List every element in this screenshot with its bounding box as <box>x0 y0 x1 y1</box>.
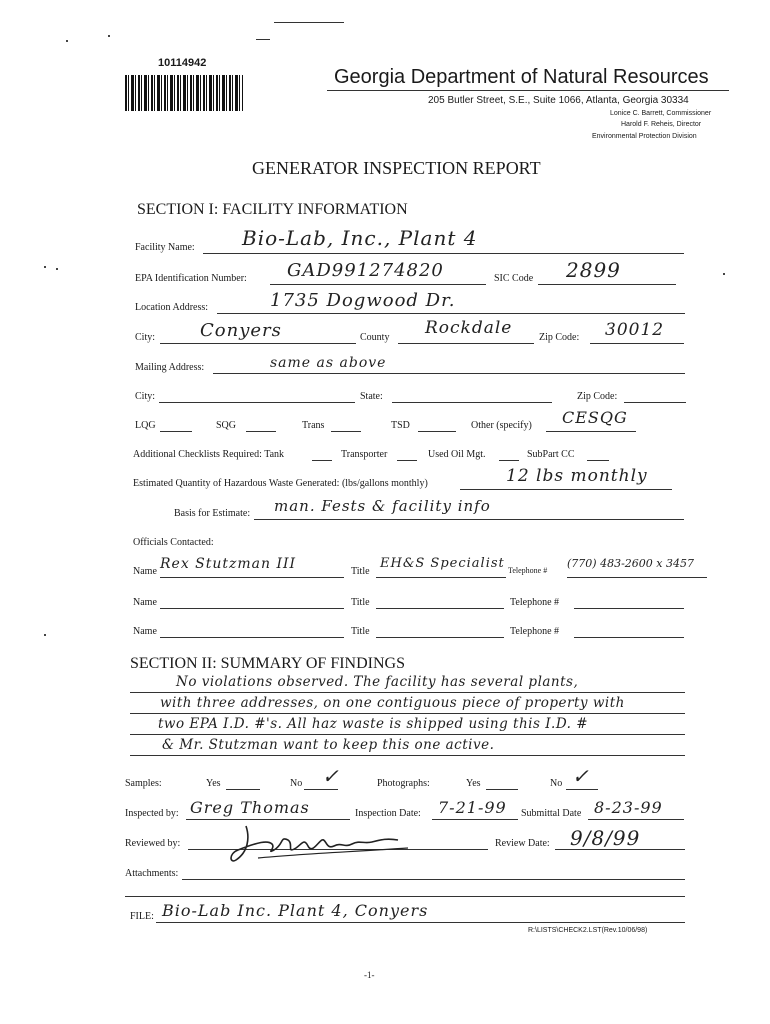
city-2-line <box>159 402 355 403</box>
findings-line-1 <box>130 692 685 693</box>
file-label: FILE: <box>130 911 154 922</box>
inspector-value: Greg Thomas <box>190 798 310 817</box>
inspection-date-line <box>432 819 518 820</box>
basis-value: man. Fests & facility info <box>274 497 491 515</box>
basis-label: Basis for Estimate: <box>174 508 251 519</box>
scan-speck <box>723 273 725 275</box>
official-3-phone-label: Telephone # <box>510 626 560 637</box>
photographs-label: Photographs: <box>377 778 430 789</box>
zip-code-value: 30012 <box>605 320 665 340</box>
official-1-title-line <box>376 577 506 578</box>
other-label: Other (specify) <box>471 420 532 431</box>
top-scan-mark <box>274 22 344 23</box>
sic-code-label: SIC Code <box>494 273 534 284</box>
samples-no-check: ✓ <box>322 764 340 788</box>
official-1-title-label: Title <box>351 566 370 577</box>
used-oil-label: Used Oil Mgt. <box>428 449 486 460</box>
official-1-name-label: Name <box>133 566 157 577</box>
official-3-name-label: Name <box>133 626 157 637</box>
subpart-cc-label: SubPart CC <box>527 449 575 460</box>
samples-yes-line <box>226 789 260 790</box>
trans-label: Trans <box>302 420 325 431</box>
file-value: Bio-Lab Inc. Plant 4, Conyers <box>162 901 429 920</box>
sqg-label: SQG <box>216 420 237 431</box>
inspected-by-label: Inspected by: <box>125 808 179 819</box>
official-2-title-line <box>376 608 504 609</box>
findings-text-3: two EPA I.D. #'s. All haz waste is shipped using this I.D. # <box>158 716 589 732</box>
official-3-name-line <box>160 637 344 638</box>
submittal-date-line <box>588 819 684 820</box>
quantity-label: Estimated Quantity of Hazardous Waste Generated: (lbs/gallons monthly) <box>133 478 428 489</box>
epa-id-line <box>270 284 486 285</box>
scan-speck <box>66 40 68 42</box>
scan-speck <box>56 268 58 270</box>
official-1-name-value: Rex Stutzman III <box>160 556 297 572</box>
facility-name-line <box>203 253 684 254</box>
findings-line-2 <box>130 713 685 714</box>
county-value: Rockdale <box>425 318 513 338</box>
report-title: GENERATOR INSPECTION REPORT <box>252 158 541 178</box>
state-line <box>392 402 552 403</box>
photographs-yes-line <box>486 789 518 790</box>
barcode <box>125 75 243 111</box>
photographs-no-line <box>566 789 598 790</box>
transporter-label: Transporter <box>341 449 388 460</box>
city-line <box>160 343 356 344</box>
scan-speck <box>44 266 46 268</box>
photographs-yes-label: Yes <box>466 778 481 789</box>
facility-name-label: Facility Name: <box>135 242 195 253</box>
scan-speck <box>44 634 46 636</box>
commissioner-line: Lonice C. Barrett, Commissioner <box>610 110 712 117</box>
samples-label: Samples: <box>125 778 162 789</box>
official-1-title-value: EH&S Specialist <box>380 556 505 571</box>
findings-text-2: with three addresses, on one contiguous piece of property with <box>160 695 625 711</box>
file-line <box>156 922 685 923</box>
quantity-value: 12 lbs monthly <box>506 466 648 486</box>
epa-id-value: GAD991274820 <box>287 260 444 281</box>
lqg-line <box>160 431 192 432</box>
official-1-phone-value: (770) 483-2600 x 3457 <box>567 557 694 570</box>
other-value: CESQG <box>562 408 628 427</box>
sic-code-line <box>538 284 676 285</box>
findings-text-4: & Mr. Stutzman want to keep this one active. <box>162 737 495 753</box>
section-1-heading: SECTION I: FACILITY INFORMATION <box>137 201 408 218</box>
used-oil-line <box>499 460 519 461</box>
official-1-phone-line <box>567 577 707 578</box>
photographs-no-label: No <box>550 778 563 789</box>
submittal-date-label: Submittal Date <box>521 808 582 819</box>
top-scan-mark <box>256 39 270 40</box>
zip-code-2-label: Zip Code: <box>577 391 618 402</box>
state-label: State: <box>360 391 383 402</box>
mailing-address-label: Mailing Address: <box>135 362 205 373</box>
form-code: R:\LISTS\CHECK2.LST(Rev.10/06/98) <box>528 927 648 934</box>
official-3-title-label: Title <box>351 626 370 637</box>
county-line <box>398 343 534 344</box>
attachments-line <box>182 879 685 880</box>
facility-name-value: Bio-Lab, Inc., Plant 4 <box>242 226 478 250</box>
location-address-value: 1735 Dogwood Dr. <box>270 290 456 311</box>
quantity-line <box>460 489 672 490</box>
tsd-label: TSD <box>391 420 410 431</box>
city-2-label: City: <box>135 391 156 402</box>
subpart-cc-line <box>587 460 609 461</box>
samples-no-label: No <box>290 778 303 789</box>
photographs-no-check: ✓ <box>572 764 590 788</box>
findings-line-4 <box>130 755 685 756</box>
lqg-label: LQG <box>135 420 156 431</box>
section-2-heading: SECTION II: SUMMARY OF FINDINGS <box>130 655 405 672</box>
samples-no-line <box>304 789 338 790</box>
review-date-label: Review Date: <box>495 838 550 849</box>
trans-line <box>331 431 361 432</box>
zip-code-label: Zip Code: <box>539 332 580 343</box>
location-address-label: Location Address: <box>135 302 209 313</box>
scan-speck <box>108 35 110 37</box>
mailing-address-line <box>213 373 685 374</box>
basis-line <box>254 519 684 520</box>
header-rule <box>327 90 729 91</box>
official-2-title-label: Title <box>351 597 370 608</box>
county-label: County <box>360 332 390 343</box>
sqg-line <box>246 431 276 432</box>
attachments-label: Attachments: <box>125 868 179 879</box>
sic-code-value: 2899 <box>566 258 621 282</box>
agency-name: Georgia Department of Natural Resources <box>334 66 709 88</box>
official-2-name-line <box>160 608 344 609</box>
official-3-phone-line <box>574 637 684 638</box>
review-date-value: 9/8/99 <box>570 826 641 850</box>
checklists-label: Additional Checklists Required: Tank <box>133 449 285 460</box>
samples-yes-label: Yes <box>206 778 221 789</box>
agency-address: 205 Butler Street, S.E., Suite 1066, Atlanta, Georgia 30334 <box>428 95 689 106</box>
location-address-line <box>217 313 685 314</box>
city-value: Conyers <box>200 320 282 341</box>
findings-line-3 <box>130 734 685 735</box>
inspection-date-value: 7-21-99 <box>438 798 507 817</box>
division-line: Environmental Protection Division <box>592 133 697 140</box>
tank-line <box>312 460 332 461</box>
other-line <box>546 431 636 432</box>
director-line: Harold F. Reheis, Director <box>621 121 702 128</box>
official-3-title-line <box>376 637 504 638</box>
zip-code-line <box>590 343 684 344</box>
page-number: -1- <box>364 970 375 980</box>
findings-text-1: No violations observed. The facility has several plants, <box>176 674 579 690</box>
official-2-phone-line <box>574 608 684 609</box>
zip-code-2-line <box>624 402 686 403</box>
official-2-name-label: Name <box>133 597 157 608</box>
reviewer-signature <box>228 818 428 868</box>
mailing-address-value: same as above <box>270 355 387 371</box>
transporter-line <box>397 460 417 461</box>
official-1-name-line <box>160 577 344 578</box>
officials-contacted-label: Officials Contacted: <box>133 537 214 548</box>
inspection-date-label: Inspection Date: <box>355 808 421 819</box>
tsd-line <box>418 431 456 432</box>
attachments-line-2 <box>125 896 685 897</box>
document-number: 10114942 <box>158 57 207 69</box>
reviewed-by-label: Reviewed by: <box>125 838 181 849</box>
official-1-phone-label: Telephone # <box>508 566 548 575</box>
submittal-date-value: 8-23-99 <box>594 798 663 817</box>
official-2-phone-label: Telephone # <box>510 597 560 608</box>
city-label: City: <box>135 332 156 343</box>
epa-id-label: EPA Identification Number: <box>135 273 247 284</box>
